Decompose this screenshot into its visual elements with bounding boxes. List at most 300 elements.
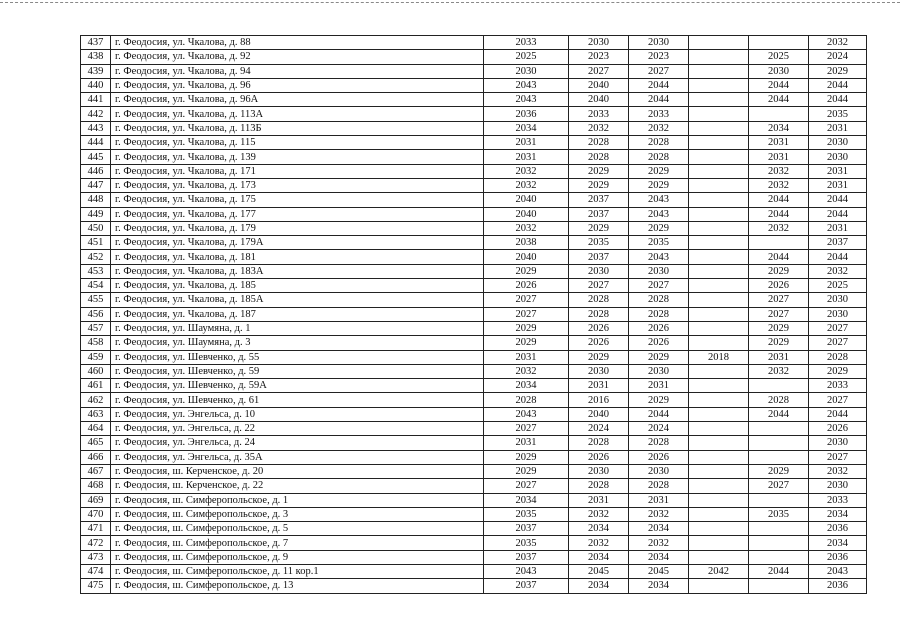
row-year-col-5: 2027 (749, 307, 809, 321)
row-year-col-2: 2028 (569, 436, 629, 450)
housing-repair-schedule-table (80, 35, 867, 594)
row-year-col-5: 2044 (749, 250, 809, 264)
row-year-col-4 (689, 364, 749, 378)
row-year-col-3: 2032 (629, 536, 689, 550)
row-year-col-5: 2025 (749, 50, 809, 64)
row-address: г. Феодосия, ул. Чкалова, д. 113Б (111, 121, 484, 135)
row-year-col-4 (689, 321, 749, 335)
table-row (81, 536, 867, 550)
row-number: 455 (81, 293, 111, 307)
row-year-col-1: 2031 (484, 136, 569, 150)
row-year-col-2: 2029 (569, 178, 629, 192)
row-number: 470 (81, 507, 111, 521)
table-row (81, 164, 867, 178)
row-year-col-4 (689, 536, 749, 550)
row-year-col-3: 2031 (629, 379, 689, 393)
row-number: 456 (81, 307, 111, 321)
row-year-col-6: 2044 (809, 93, 867, 107)
row-year-col-6: 2027 (809, 336, 867, 350)
row-year-col-6: 2037 (809, 236, 867, 250)
row-number: 460 (81, 364, 111, 378)
row-year-col-6: 2032 (809, 464, 867, 478)
row-year-col-5: 2030 (749, 64, 809, 78)
row-year-col-4 (689, 407, 749, 421)
row-address: г. Феодосия, ул. Чкалова, д. 181 (111, 250, 484, 264)
row-year-col-2: 2028 (569, 150, 629, 164)
table-row (81, 350, 867, 364)
row-year-col-2: 2040 (569, 93, 629, 107)
row-year-col-5: 2029 (749, 464, 809, 478)
row-year-col-1: 2031 (484, 350, 569, 364)
row-year-col-5 (749, 379, 809, 393)
row-year-col-4 (689, 336, 749, 350)
row-year-col-4 (689, 78, 749, 92)
row-year-col-1: 2027 (484, 422, 569, 436)
row-year-col-3: 2034 (629, 550, 689, 564)
row-year-col-5 (749, 107, 809, 121)
row-year-col-1: 2029 (484, 450, 569, 464)
row-year-col-3: 2029 (629, 221, 689, 235)
row-address: г. Феодосия, ул. Энгельса, д. 35А (111, 450, 484, 464)
row-year-col-2: 2026 (569, 450, 629, 464)
table-row (81, 78, 867, 92)
row-year-col-3: 2030 (629, 464, 689, 478)
table-row (81, 250, 867, 264)
table-row (81, 450, 867, 464)
row-year-col-1: 2037 (484, 550, 569, 564)
row-year-col-2: 2037 (569, 193, 629, 207)
row-year-col-1: 2028 (484, 393, 569, 407)
row-year-col-4 (689, 178, 749, 192)
row-number: 443 (81, 121, 111, 135)
row-year-col-3: 2044 (629, 407, 689, 421)
row-year-col-3: 2028 (629, 307, 689, 321)
table-row (81, 364, 867, 378)
row-year-col-5 (749, 550, 809, 564)
table-row (81, 336, 867, 350)
row-year-col-3: 2028 (629, 479, 689, 493)
row-year-col-4 (689, 121, 749, 135)
row-year-col-2: 2032 (569, 536, 629, 550)
row-year-col-5: 2032 (749, 364, 809, 378)
row-year-col-1: 2043 (484, 407, 569, 421)
row-number: 461 (81, 379, 111, 393)
row-year-col-5: 2027 (749, 479, 809, 493)
row-address: г. Феодосия, ул. Чкалова, д. 179 (111, 221, 484, 235)
row-year-col-6: 2027 (809, 450, 867, 464)
table-row (81, 221, 867, 235)
row-year-col-1: 2035 (484, 536, 569, 550)
row-year-col-1: 2032 (484, 164, 569, 178)
row-year-col-5 (749, 422, 809, 436)
row-year-col-4 (689, 164, 749, 178)
row-address: г. Феодосия, ул. Чкалова, д. 96 (111, 78, 484, 92)
table-row (81, 107, 867, 121)
row-year-col-2: 2032 (569, 121, 629, 135)
table-row (81, 36, 867, 50)
table-row (81, 193, 867, 207)
row-address: г. Феодосия, ул. Чкалова, д. 115 (111, 136, 484, 150)
row-year-col-3: 2029 (629, 164, 689, 178)
row-address: г. Феодосия, ул. Чкалова, д. 171 (111, 164, 484, 178)
table-row (81, 493, 867, 507)
row-year-col-3: 2043 (629, 193, 689, 207)
row-year-col-3: 2034 (629, 522, 689, 536)
row-year-col-2: 2032 (569, 507, 629, 521)
row-number: 466 (81, 450, 111, 464)
row-year-col-1: 2027 (484, 293, 569, 307)
row-year-col-4 (689, 36, 749, 50)
row-year-col-2: 2034 (569, 550, 629, 564)
row-number: 450 (81, 221, 111, 235)
row-year-col-5: 2032 (749, 164, 809, 178)
row-year-col-3: 2035 (629, 236, 689, 250)
row-year-col-6: 2044 (809, 78, 867, 92)
table-row (81, 579, 867, 593)
row-year-col-4 (689, 293, 749, 307)
row-year-col-5: 2044 (749, 564, 809, 578)
table-row (81, 264, 867, 278)
row-number: 472 (81, 536, 111, 550)
row-year-col-1: 2027 (484, 479, 569, 493)
row-year-col-3: 2043 (629, 207, 689, 221)
row-number: 471 (81, 522, 111, 536)
row-year-col-4 (689, 422, 749, 436)
row-address: г. Феодосия, ул. Чкалова, д. 88 (111, 36, 484, 50)
row-year-col-5: 2026 (749, 279, 809, 293)
row-year-col-4 (689, 307, 749, 321)
row-address: г. Феодосия, ул. Чкалова, д. 139 (111, 150, 484, 164)
row-year-col-3: 2044 (629, 93, 689, 107)
table-row (81, 393, 867, 407)
row-year-col-1: 2032 (484, 178, 569, 192)
row-number: 438 (81, 50, 111, 64)
row-year-col-1: 2029 (484, 336, 569, 350)
row-year-col-4 (689, 150, 749, 164)
row-address: г. Феодосия, ш. Симферопольское, д. 9 (111, 550, 484, 564)
row-year-col-5: 2044 (749, 78, 809, 92)
row-year-col-3: 2030 (629, 364, 689, 378)
row-year-col-1: 2043 (484, 564, 569, 578)
row-year-col-3: 2027 (629, 64, 689, 78)
row-year-col-5: 2027 (749, 293, 809, 307)
row-number: 452 (81, 250, 111, 264)
row-year-col-2: 2027 (569, 64, 629, 78)
table-row (81, 407, 867, 421)
row-year-col-3: 2026 (629, 450, 689, 464)
row-year-col-3: 2030 (629, 264, 689, 278)
row-address: г. Феодосия, ш. Симферопольское, д. 11 кор.1 (111, 564, 484, 578)
row-number: 437 (81, 36, 111, 50)
row-number: 448 (81, 193, 111, 207)
table-row (81, 279, 867, 293)
row-year-col-3: 2023 (629, 50, 689, 64)
row-year-col-2: 2028 (569, 293, 629, 307)
row-year-col-1: 2037 (484, 522, 569, 536)
row-year-col-5 (749, 436, 809, 450)
row-year-col-5: 2031 (749, 136, 809, 150)
row-address: г. Феодосия, ш. Симферопольское, д. 3 (111, 507, 484, 521)
row-address: г. Феодосия, ул. Чкалова, д. 94 (111, 64, 484, 78)
row-year-col-4 (689, 264, 749, 278)
row-year-col-3: 2029 (629, 350, 689, 364)
row-year-col-5 (749, 493, 809, 507)
row-number: 447 (81, 178, 111, 192)
row-year-col-4 (689, 493, 749, 507)
row-year-col-6: 2024 (809, 50, 867, 64)
row-year-col-1: 2035 (484, 507, 569, 521)
table-row (81, 150, 867, 164)
table-row (81, 307, 867, 321)
row-year-col-5: 2029 (749, 264, 809, 278)
row-address: г. Феодосия, ул. Шевченко, д. 55 (111, 350, 484, 364)
row-address: г. Феодосия, ул. Чкалова, д. 185А (111, 293, 484, 307)
row-address: г. Феодосия, ул. Энгельса, д. 24 (111, 436, 484, 450)
row-address: г. Феодосия, ш. Симферопольское, д. 13 (111, 579, 484, 593)
table-row (81, 136, 867, 150)
row-year-col-2: 2023 (569, 50, 629, 64)
row-year-col-5: 2029 (749, 321, 809, 335)
row-year-col-1: 2038 (484, 236, 569, 250)
row-year-col-4 (689, 236, 749, 250)
row-year-col-1: 2026 (484, 279, 569, 293)
row-number: 474 (81, 564, 111, 578)
row-year-col-5: 2034 (749, 121, 809, 135)
row-address: г. Феодосия, ул. Шевченко, д. 59А (111, 379, 484, 393)
row-year-col-3: 2024 (629, 422, 689, 436)
table-row (81, 64, 867, 78)
row-year-col-4 (689, 279, 749, 293)
row-address: г. Феодосия, ул. Чкалова, д. 92 (111, 50, 484, 64)
row-year-col-4 (689, 107, 749, 121)
row-year-col-2: 2026 (569, 321, 629, 335)
row-address: г. Феодосия, ул. Чкалова, д. 187 (111, 307, 484, 321)
row-address: г. Феодосия, ш. Симферопольское, д. 1 (111, 493, 484, 507)
row-year-col-2: 2037 (569, 207, 629, 221)
row-year-col-2: 2028 (569, 479, 629, 493)
row-number: 462 (81, 393, 111, 407)
row-year-col-3: 2028 (629, 293, 689, 307)
row-year-col-6: 2030 (809, 436, 867, 450)
row-address: г. Феодосия, ул. Энгельса, д. 10 (111, 407, 484, 421)
row-address: г. Феодосия, ул. Чкалова, д. 185 (111, 279, 484, 293)
row-number: 468 (81, 479, 111, 493)
row-year-col-2: 2029 (569, 221, 629, 235)
row-number: 459 (81, 350, 111, 364)
row-year-col-4 (689, 221, 749, 235)
row-year-col-4 (689, 136, 749, 150)
row-number: 444 (81, 136, 111, 150)
row-year-col-2: 2040 (569, 407, 629, 421)
row-year-col-2: 2031 (569, 493, 629, 507)
row-number: 457 (81, 321, 111, 335)
row-year-col-4 (689, 436, 749, 450)
row-address: г. Феодосия, ул. Чкалова, д. 113А (111, 107, 484, 121)
row-number: 475 (81, 579, 111, 593)
row-year-col-1: 2043 (484, 93, 569, 107)
row-year-col-6: 2030 (809, 136, 867, 150)
row-year-col-4 (689, 250, 749, 264)
row-year-col-2: 2016 (569, 393, 629, 407)
row-number: 451 (81, 236, 111, 250)
table-row (81, 464, 867, 478)
row-address: г. Феодосия, ш. Керченское, д. 22 (111, 479, 484, 493)
row-year-col-2: 2034 (569, 522, 629, 536)
row-year-col-6: 2027 (809, 321, 867, 335)
row-number: 453 (81, 264, 111, 278)
row-address: г. Феодосия, ул. Шевченко, д. 59 (111, 364, 484, 378)
row-number: 473 (81, 550, 111, 564)
row-year-col-6: 2030 (809, 307, 867, 321)
row-year-col-5: 2032 (749, 178, 809, 192)
table-row (81, 293, 867, 307)
row-year-col-6: 2036 (809, 550, 867, 564)
row-number: 442 (81, 107, 111, 121)
row-number: 465 (81, 436, 111, 450)
row-year-col-6: 2030 (809, 479, 867, 493)
row-year-col-4 (689, 379, 749, 393)
row-year-col-6: 2031 (809, 178, 867, 192)
row-year-col-3: 2026 (629, 321, 689, 335)
row-year-col-3: 2028 (629, 136, 689, 150)
row-year-col-2: 2028 (569, 307, 629, 321)
row-address: г. Феодосия, ул. Шевченко, д. 61 (111, 393, 484, 407)
table-row (81, 522, 867, 536)
row-address: г. Феодосия, ул. Чкалова, д. 96А (111, 93, 484, 107)
row-year-col-2: 2029 (569, 164, 629, 178)
row-address: г. Феодосия, ул. Шаумяна, д. 3 (111, 336, 484, 350)
row-year-col-2: 2037 (569, 250, 629, 264)
row-year-col-3: 2029 (629, 393, 689, 407)
row-year-col-4 (689, 522, 749, 536)
row-year-col-1: 2034 (484, 493, 569, 507)
row-year-col-1: 2040 (484, 250, 569, 264)
row-year-col-4 (689, 464, 749, 478)
table-row (81, 379, 867, 393)
row-address: г. Феодосия, ул. Шаумяна, д. 1 (111, 321, 484, 335)
row-year-col-6: 2031 (809, 121, 867, 135)
row-year-col-1: 2040 (484, 207, 569, 221)
row-year-col-6: 2044 (809, 193, 867, 207)
row-year-col-5: 2044 (749, 407, 809, 421)
row-year-col-1: 2034 (484, 379, 569, 393)
table-row (81, 236, 867, 250)
row-year-col-3: 2026 (629, 336, 689, 350)
row-year-col-2: 2033 (569, 107, 629, 121)
row-year-col-4 (689, 507, 749, 521)
row-year-col-4 (689, 479, 749, 493)
row-year-col-6: 2036 (809, 522, 867, 536)
row-year-col-3: 2032 (629, 121, 689, 135)
row-year-col-6: 2044 (809, 207, 867, 221)
row-address: г. Феодосия, ш. Симферопольское, д. 7 (111, 536, 484, 550)
row-year-col-5: 2035 (749, 507, 809, 521)
row-address: г. Феодосия, ул. Чкалова, д. 179А (111, 236, 484, 250)
row-year-col-5 (749, 536, 809, 550)
row-year-col-1: 2043 (484, 78, 569, 92)
row-year-col-6: 2027 (809, 393, 867, 407)
row-year-col-4 (689, 50, 749, 64)
row-year-col-4 (689, 393, 749, 407)
row-year-col-3: 2030 (629, 36, 689, 50)
row-year-col-3: 2031 (629, 493, 689, 507)
row-address: г. Феодосия, ул. Энгельса, д. 22 (111, 422, 484, 436)
table-row (81, 564, 867, 578)
row-year-col-6: 2029 (809, 64, 867, 78)
row-year-col-3: 2028 (629, 150, 689, 164)
row-number: 441 (81, 93, 111, 107)
row-year-col-1: 2033 (484, 36, 569, 50)
row-year-col-4 (689, 550, 749, 564)
row-year-col-5: 2029 (749, 336, 809, 350)
row-year-col-2: 2028 (569, 136, 629, 150)
row-number: 458 (81, 336, 111, 350)
row-number: 445 (81, 150, 111, 164)
row-year-col-6: 2031 (809, 164, 867, 178)
row-number: 439 (81, 64, 111, 78)
row-year-col-4 (689, 193, 749, 207)
row-year-col-6: 2029 (809, 364, 867, 378)
row-year-col-3: 2043 (629, 250, 689, 264)
row-number: 467 (81, 464, 111, 478)
row-year-col-5 (749, 522, 809, 536)
row-year-col-1: 2034 (484, 121, 569, 135)
row-year-col-3: 2033 (629, 107, 689, 121)
row-year-col-6: 2031 (809, 221, 867, 235)
row-number: 446 (81, 164, 111, 178)
table-row (81, 121, 867, 135)
table-row (81, 550, 867, 564)
row-year-col-1: 2029 (484, 264, 569, 278)
row-year-col-5: 2031 (749, 350, 809, 364)
row-year-col-6: 2035 (809, 107, 867, 121)
row-year-col-3: 2034 (629, 579, 689, 593)
row-year-col-6: 2034 (809, 507, 867, 521)
table-row (81, 422, 867, 436)
row-year-col-4 (689, 450, 749, 464)
row-year-col-2: 2030 (569, 264, 629, 278)
row-year-col-3: 2029 (629, 178, 689, 192)
row-year-col-4 (689, 93, 749, 107)
row-year-col-3: 2027 (629, 279, 689, 293)
row-address: г. Феодосия, ш. Симферопольское, д. 5 (111, 522, 484, 536)
row-address: г. Феодосия, ул. Чкалова, д. 173 (111, 178, 484, 192)
row-year-col-2: 2040 (569, 78, 629, 92)
row-number: 454 (81, 279, 111, 293)
row-year-col-6: 2044 (809, 250, 867, 264)
row-year-col-1: 2031 (484, 150, 569, 164)
row-year-col-2: 2027 (569, 279, 629, 293)
row-number: 469 (81, 493, 111, 507)
row-year-col-6: 2034 (809, 536, 867, 550)
row-year-col-6: 2032 (809, 36, 867, 50)
row-year-col-2: 2045 (569, 564, 629, 578)
row-year-col-6: 2032 (809, 264, 867, 278)
row-year-col-5 (749, 36, 809, 50)
table-row (81, 436, 867, 450)
row-year-col-6: 2033 (809, 379, 867, 393)
table-row (81, 50, 867, 64)
row-year-col-4: 2018 (689, 350, 749, 364)
page-top-edge (0, 2, 900, 3)
row-year-col-2: 2031 (569, 379, 629, 393)
row-address: г. Феодосия, ул. Чкалова, д. 183А (111, 264, 484, 278)
table-row (81, 507, 867, 521)
row-year-col-2: 2029 (569, 350, 629, 364)
row-year-col-5 (749, 450, 809, 464)
table-row (81, 207, 867, 221)
row-year-col-2: 2026 (569, 336, 629, 350)
